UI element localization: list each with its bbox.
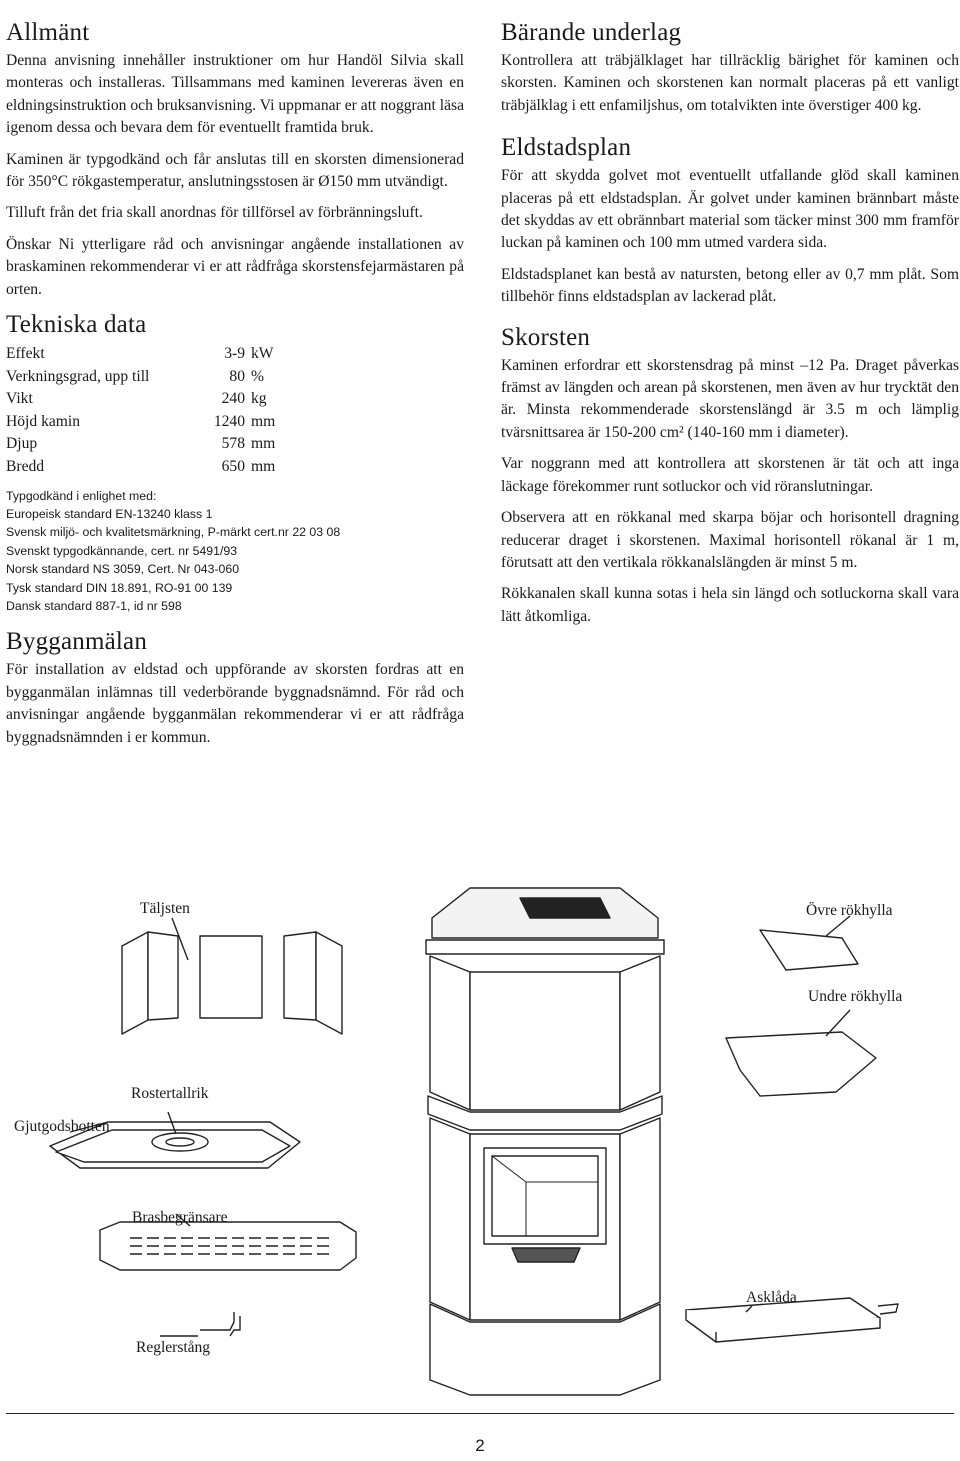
cert-line: Tysk standard DIN 18.891, RO-91 00 139 (6, 580, 233, 595)
skorsten-paragraph-4: Rökkanalen skall kunna sotas i hela sin längd och sotluckorna skall vara lätt åtkomliga. (501, 585, 959, 625)
barande-paragraph: Kontrollera att träbjälklaget har tillräcklig bärighet för kaminen och skorsten. Kaminen och skorstenen kan normalt placeras på ett vanligt träbjälklag i ett enfamiljshus, om totalvikten inte överstiger 400 kg. (501, 52, 959, 114)
cert-line: Typgodkänd i enlighet med: (6, 488, 157, 503)
spec-value: 578 (221, 435, 245, 453)
spec-value: 240 (221, 390, 245, 408)
section-skorsten (501, 323, 959, 628)
spec-label: Effekt (6, 345, 45, 363)
label-undre-rokhylla: Undre rökhylla (808, 988, 903, 1005)
section-tekniska-data (6, 310, 464, 615)
footer-divider (6, 1413, 954, 1414)
heading-bygganmalan: Bygganmälan (6, 628, 148, 656)
certification-list (6, 487, 464, 616)
allmant-paragraph-2: Kaminen är typgodkänd och får anslutas till en skorsten dimensionerad för 350°C rökgastemperatur, anslutningsstosen är Ø150 mm utvändigt. (6, 150, 464, 191)
allmant-paragraph-1: Denna anvisning innehåller instruktioner om hur Handöl Silvia skall monteras och installeras. Tillsammans med kaminen levereras även en eldningsinstruktion och bruksanvisning. Vi uppmanar er att noggrant läsa igenom dessa och bevara dem för eventuellt framtida bruk. (6, 52, 464, 137)
spec-label: Djup (6, 435, 38, 453)
spec-label: Vikt (6, 390, 33, 408)
label-rostertallrik: Rostertallrik (131, 1085, 209, 1102)
bygganmalan-paragraph: För installation av eldstad och uppförande av skorsten fordras att en bygganmälan inlämnas till vederbörande byggnadsnämnd. För råd och anvisningar angående bygganmälan rekommenderar vi er att rådfråga byggnadsnämnden i er kommun. (6, 661, 464, 746)
spec-label: Bredd (6, 458, 45, 476)
stove-exploded-diagram (0, 860, 960, 1400)
cert-line: Svenskt typgodkännande, cert. nr 5491/93 (6, 543, 238, 558)
allmant-paragraph-3: Tilluft från det fria skall anordnas för tillförsel av förbränningsluft. (6, 204, 423, 222)
spec-unit: mm (251, 458, 276, 476)
section-barande-underlag (501, 18, 959, 117)
heading-eldstadsplan: Eldstadsplan (501, 134, 632, 162)
heading-tekniska-data: Tekniska data (6, 311, 147, 339)
label-asklada: Asklåda (746, 1289, 797, 1306)
taljsten-panels-drawing (122, 932, 342, 1034)
allmant-paragraph-4: Önskar Ni ytterligare råd och anvisningar angående installationen av braskaminen rekommenderar vi er att rådfråga skorstensfejarmästaren på orten. (6, 235, 464, 298)
label-brasbegransare: Brasbegränsare (132, 1209, 228, 1226)
eldstadsplan-paragraph-1: För att skydda golvet mot eventuellt utfallande glöd skall kaminen placeras på ett eldstadsplan. Är golvet under kaminen brännbart måste det skyddas av ett obrännbart material som täcker minst 300 mm framför luckan på kaminen och 100 mm utmed vardera sida. (501, 167, 959, 252)
spec-label: Verkningsgrad, upp till (6, 367, 150, 385)
cert-line: Norsk standard NS 3059, Cert. Nr 043-060 (6, 562, 240, 577)
label-taljsten: Täljsten (140, 900, 190, 917)
undre-rokhylla-drawing (726, 1032, 876, 1096)
spec-value: 1240 (213, 412, 245, 430)
spec-row (6, 388, 275, 411)
spec-row (6, 433, 275, 456)
page-number: 2 (475, 1436, 485, 1455)
spec-unit: mm (251, 435, 276, 453)
skorsten-paragraph-2: Var noggrann med att kontrollera att skorstenen är tät och att inga läckage förekommer runt sotluckor och vid röranslutningar. (501, 455, 959, 495)
spec-value: 80 (229, 367, 245, 385)
spec-unit: mm (251, 412, 276, 430)
ovre-rokhylla-drawing (760, 930, 858, 970)
skorsten-paragraph-1: Kaminen erfordrar ett skorstensdrag på minst –12 Pa. Draget påverkas främst av längden och arean på skorstenen, men även av hur trycktät den är. Minsta rekommenderade skorstenslängd är 3.5 m och lämplig tvärsnittsarea är 150-200 cm² (140-160 mm i diameter). (501, 356, 959, 441)
label-gjutgodsbotten: Gjutgodsbotten (14, 1118, 110, 1135)
spec-row (6, 456, 275, 479)
spec-value: 3-9 (224, 345, 245, 363)
heading-barande-underlag: Bärande underlag (501, 19, 682, 46)
spec-row (6, 411, 275, 434)
cert-line: Dansk standard 887-1, id nr 598 (6, 599, 182, 614)
spec-row (6, 366, 275, 389)
cert-line: Europeisk standard EN-13240 klass 1 (6, 507, 213, 522)
spec-table (6, 343, 275, 479)
spec-unit: kg (251, 390, 267, 408)
spec-unit: % (251, 367, 264, 385)
label-reglerstang: Reglerstång (136, 1339, 211, 1356)
right-column (501, 18, 959, 637)
spec-label: Höjd kamin (6, 412, 81, 430)
section-eldstadsplan (501, 133, 959, 308)
section-bygganmalan (6, 627, 464, 749)
stove-drawing (0, 860, 960, 1400)
heading-skorsten: Skorsten (501, 323, 591, 351)
heading-allmant: Allmänt (6, 19, 90, 46)
cert-line: Svensk miljö- och kvalitetsmärkning, P-märkt cert.nr 22 03 08 (6, 525, 341, 540)
section-allmant (6, 18, 464, 301)
brasbegransare-drawing (100, 1222, 356, 1270)
reglerstang-drawing (160, 1312, 240, 1336)
spec-unit: kW (251, 345, 274, 363)
eldstadsplan-paragraph-2: Eldstadsplanet kan bestå av natursten, betong eller av 0,7 mm plåt. Som tillbehör finns eldstadsplan av lackerad plåt. (501, 265, 959, 306)
label-ovre-rokhylla: Övre rökhylla (806, 902, 893, 919)
left-column (6, 18, 464, 758)
spec-value: 650 (221, 458, 245, 476)
stove-body-drawing (426, 888, 664, 1395)
skorsten-paragraph-3: Observera att en rökkanal med skarpa böjar och horisontell dragning reducerar draget i skorstenen. Maximal horisontell rökanal är 1 m, förutsatt att den vertikala rökkanalslängden är minst 5 m. (501, 509, 959, 571)
spec-row (6, 343, 275, 366)
